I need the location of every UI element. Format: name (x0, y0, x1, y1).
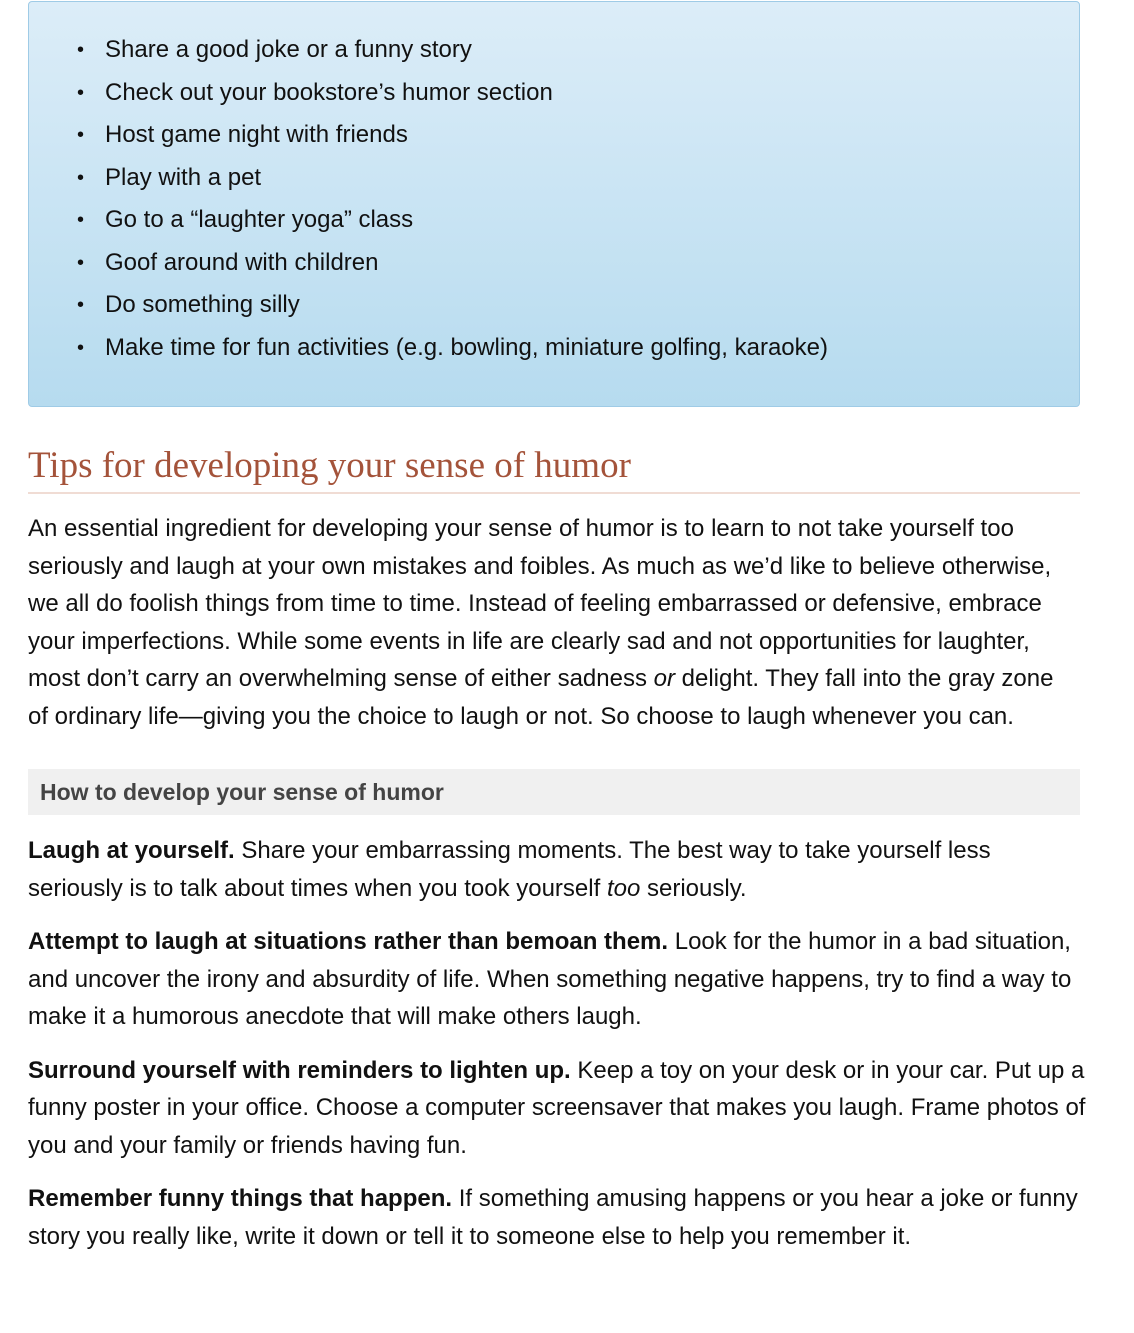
tip-text: If something amusing happens or you hear a joke or funny story you really like, write it down or tell it to someone else to help you remember it. (28, 1185, 1078, 1250)
tip-paragraph (28, 923, 1088, 1036)
tip-text: Share your embarrassing moments. The best way to take yourself less seriously is to talk about times when you took yourself (28, 837, 991, 902)
bullet-icon: • (77, 39, 85, 61)
list-item-text: Play with a pet (105, 163, 262, 191)
tip-paragraph (28, 1052, 1088, 1165)
intro-text: An essential ingredient for developing your sense of humor is to learn to not take yourself too seriously and laugh at your own mistakes and foibles. As much as we’d like to believe otherwise, we all do foolish things from time to time. Instead of feeling embarrassed or defensive, embrace your imperfections. While some events in life are clearly sad and not opportunities for laughter, most don’t carry an overwhelming sense of either sadness (28, 515, 1052, 692)
tip-text: Look for the humor in a bad situation, and uncover the irony and absurdity of life. When something negative happens, try to find a way to make it a humorous anecdote that will make others laugh. (28, 928, 1072, 1030)
list-item-text: Do something silly (105, 291, 300, 318)
tip-title: Attempt to laugh at situations rather than bemoan them. (28, 928, 669, 955)
intro-text-continued: delight. They fall into the gray zone of ordinary life—giving you the choice to laugh or not. So choose to laugh whenever you can. (28, 665, 1054, 730)
tip-title: Surround yourself with reminders to lighten up. (28, 1056, 571, 1084)
list-item (77, 284, 1079, 327)
bullet-icon: • (77, 336, 85, 359)
list-item (77, 242, 1079, 285)
bullet-icon: • (77, 251, 85, 274)
list-item-text: Share a good joke or a funny story (105, 36, 472, 63)
list-item (77, 157, 1079, 200)
bullet-icon: • (77, 209, 85, 231)
bullet-icon: • (77, 166, 85, 189)
tip-text-continued: seriously. (640, 874, 747, 902)
subsection-heading: How to develop your sense of humor (40, 778, 444, 805)
bullet-icon: • (77, 124, 85, 146)
tip-paragraph (28, 832, 1088, 907)
list-item (77, 29, 1079, 72)
tip-title: Remember funny things that happen. (28, 1185, 453, 1212)
list-item (77, 114, 1079, 157)
tip-paragraph (28, 1180, 1088, 1255)
list-item (77, 199, 1079, 242)
list-item-text: Check out your bookstore’s humor section (105, 78, 553, 106)
tip-text: Keep a toy on your desk or in your car. Put up a funny poster in your office. Choose a computer screensaver that makes you laugh. Frame photos of you and your family or friends having fun. (28, 1056, 1086, 1159)
activities-callout-box (28, 1, 1080, 407)
list-item-text: Host game night with friends (105, 121, 408, 148)
subsection-heading-bar (28, 769, 1080, 815)
list-item (77, 72, 1079, 115)
activities-list (29, 29, 1079, 369)
section-heading: Tips for developing your sense of humor (28, 444, 1080, 494)
intro-paragraph (28, 510, 1080, 735)
list-item (77, 327, 1079, 370)
tip-title: Laugh at yourself. (28, 837, 235, 864)
bullet-icon: • (77, 81, 85, 104)
article-content (28, 0, 1086, 1255)
list-item-text: Goof around with children (105, 248, 379, 276)
list-item-text: Go to a “laughter yoga” class (105, 206, 414, 233)
tip-emphasis: too (606, 874, 641, 902)
intro-emphasis: or (653, 665, 675, 692)
list-item-text: Make time for fun activities (e.g. bowling, miniature golfing, karaoke) (105, 333, 828, 361)
bullet-icon: • (77, 294, 85, 316)
